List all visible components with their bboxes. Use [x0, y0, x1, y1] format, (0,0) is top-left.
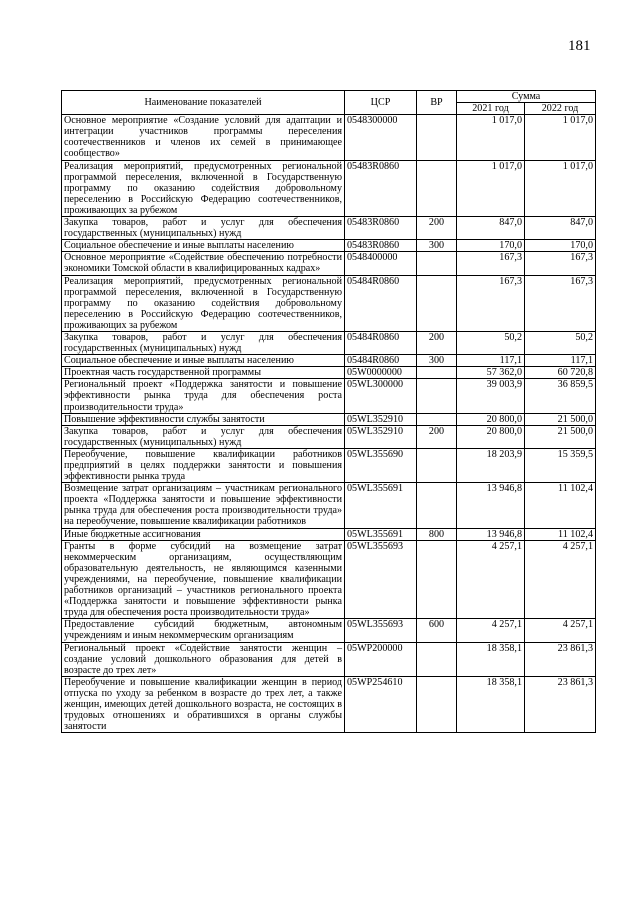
cell-vr: 600: [417, 619, 457, 642]
cell-vr: [417, 115, 457, 160]
cell-y2022: 170,0: [525, 240, 596, 252]
table-row: [62, 413, 596, 425]
cell-y2022: 36 859,5: [525, 379, 596, 413]
cell-csr: 05483R0860: [345, 217, 417, 240]
cell-y2021: 18 358,1: [457, 676, 525, 732]
cell-csr: 05WL355691: [345, 528, 417, 540]
cell-y2022: 4 257,1: [525, 619, 596, 642]
table-row: [62, 252, 596, 275]
cell-name: Переобучение, повышение квалификации работников предприятий в целях поддержки занятости и повышения эффективности рынка труда: [62, 448, 345, 482]
cell-csr: 05483R0860: [345, 160, 417, 216]
table-row: [62, 540, 596, 619]
table-row: [62, 160, 596, 216]
cell-y2022: 11 102,4: [525, 483, 596, 528]
cell-name: Реализация мероприятий, предусмотренных региональной программой переселения, включенной в Государственную программу по оказанию содействия добровольному переселению в Российскую Федерацию соотечественников, проживающих за рубежом: [62, 160, 345, 216]
cell-name: Социальное обеспечение и иные выплаты населению: [62, 240, 345, 252]
table-row: [62, 379, 596, 413]
cell-y2021: 847,0: [457, 217, 525, 240]
cell-csr: 05WL352910: [345, 425, 417, 448]
cell-csr: 05W0000000: [345, 367, 417, 379]
cell-vr: 200: [417, 217, 457, 240]
table-row: [62, 240, 596, 252]
cell-y2022: 4 257,1: [525, 540, 596, 619]
budget-table: [61, 90, 596, 733]
cell-csr: 05484R0860: [345, 355, 417, 367]
cell-name: Закупка товаров, работ и услуг для обеспечения государственных (муниципальных) нужд: [62, 331, 345, 354]
table-row: [62, 642, 596, 676]
cell-name: Закупка товаров, работ и услуг для обеспечения государственных (муниципальных) нужд: [62, 425, 345, 448]
cell-name: Гранты в форме субсидий на возмещение затрат некоммерческим организациям, осуществляющим образовательную деятельность, не являющимся казенными учреждениями, на переобучение, повышение квалификации работников организаций – участников регионального проекта «Поддержка занятости и повышение эффективности рынка труда для обеспечения роста производительности труда»: [62, 540, 345, 619]
cell-y2022: 60 720,8: [525, 367, 596, 379]
cell-csr: 05WL355691: [345, 483, 417, 528]
cell-y2021: 167,3: [457, 275, 525, 331]
cell-name: Иные бюджетные ассигнования: [62, 528, 345, 540]
cell-y2021: 50,2: [457, 331, 525, 354]
cell-y2021: 20 800,0: [457, 425, 525, 448]
cell-vr: 800: [417, 528, 457, 540]
header-vr: ВР: [417, 91, 457, 115]
cell-y2021: 39 003,9: [457, 379, 525, 413]
table-row: [62, 275, 596, 331]
table-row: [62, 483, 596, 528]
cell-y2021: 57 362,0: [457, 367, 525, 379]
cell-name: Основное мероприятие «Содействие обеспечению потребности экономики Томской области в квалифицированных кадрах»: [62, 252, 345, 275]
cell-y2022: 1 017,0: [525, 115, 596, 160]
cell-csr: 05WP254610: [345, 676, 417, 732]
cell-vr: [417, 413, 457, 425]
cell-csr: 0548400000: [345, 252, 417, 275]
cell-y2021: 1 017,0: [457, 115, 525, 160]
cell-y2022: 167,3: [525, 275, 596, 331]
cell-csr: 05WL352910: [345, 413, 417, 425]
cell-y2022: 167,3: [525, 252, 596, 275]
table-row: [62, 619, 596, 642]
cell-csr: 05WP200000: [345, 642, 417, 676]
cell-y2022: 50,2: [525, 331, 596, 354]
cell-vr: 300: [417, 355, 457, 367]
cell-name: Региональный проект «Поддержка занятости и повышение эффективности рынка труда для обеспечения роста производительности труда»: [62, 379, 345, 413]
page-number: 181: [568, 38, 591, 54]
cell-name: Возмещение затрат организациям – участникам регионального проекта «Поддержка занятости и повышение эффективности рынка труда для обеспечения роста производительности труда» на переобучение, повышение квалификации работников: [62, 483, 345, 528]
cell-vr: [417, 367, 457, 379]
table-row: [62, 676, 596, 732]
cell-y2022: 21 500,0: [525, 413, 596, 425]
cell-vr: [417, 483, 457, 528]
cell-vr: [417, 540, 457, 619]
cell-y2021: 4 257,1: [457, 619, 525, 642]
table-row: [62, 367, 596, 379]
cell-name: Повышение эффективности службы занятости: [62, 413, 345, 425]
cell-y2022: 847,0: [525, 217, 596, 240]
cell-vr: [417, 448, 457, 482]
cell-name: Закупка товаров, работ и услуг для обеспечения государственных (муниципальных) нужд: [62, 217, 345, 240]
cell-y2021: 4 257,1: [457, 540, 525, 619]
cell-vr: 200: [417, 425, 457, 448]
cell-vr: [417, 160, 457, 216]
cell-y2021: 20 800,0: [457, 413, 525, 425]
table-row: [62, 448, 596, 482]
cell-y2022: 15 359,5: [525, 448, 596, 482]
header-name: Наименование показателей: [62, 91, 345, 115]
table-row: [62, 217, 596, 240]
cell-vr: [417, 252, 457, 275]
header-year-2022: 2022 год: [525, 103, 596, 115]
cell-y2021: 18 203,9: [457, 448, 525, 482]
cell-csr: 05WL300000: [345, 379, 417, 413]
cell-y2022: 21 500,0: [525, 425, 596, 448]
table-body: [62, 115, 596, 733]
cell-y2021: 18 358,1: [457, 642, 525, 676]
cell-name: Переобучение и повышение квалификации женщин в период отпуска по уходу за ребенком в возрасте до трех лет, а также женщин, имеющих детей дошкольного возраста, не состоящих в трудовых отношениях и обратившихся в органы службы занятости: [62, 676, 345, 732]
cell-y2021: 167,3: [457, 252, 525, 275]
cell-y2022: 1 017,0: [525, 160, 596, 216]
header-csr: ЦСР: [345, 91, 417, 115]
table-header: [62, 91, 596, 115]
table-row: [62, 425, 596, 448]
cell-y2021: 13 946,8: [457, 528, 525, 540]
cell-csr: 0548300000: [345, 115, 417, 160]
cell-csr: 05484R0860: [345, 331, 417, 354]
cell-vr: 200: [417, 331, 457, 354]
table-row: [62, 115, 596, 160]
cell-y2021: 13 946,8: [457, 483, 525, 528]
cell-vr: [417, 676, 457, 732]
cell-name: Социальное обеспечение и иные выплаты населению: [62, 355, 345, 367]
cell-y2021: 1 017,0: [457, 160, 525, 216]
cell-csr: 05WL355690: [345, 448, 417, 482]
cell-csr: 05WL355693: [345, 540, 417, 619]
cell-y2022: 23 861,3: [525, 642, 596, 676]
cell-y2021: 117,1: [457, 355, 525, 367]
table-row: [62, 331, 596, 354]
cell-csr: 05WL355693: [345, 619, 417, 642]
cell-vr: [417, 379, 457, 413]
cell-name: Предоставление субсидий бюджетным, автономным учреждениям и иным некоммерческим организациям: [62, 619, 345, 642]
cell-vr: [417, 275, 457, 331]
cell-y2022: 117,1: [525, 355, 596, 367]
cell-vr: 300: [417, 240, 457, 252]
cell-csr: 05484R0860: [345, 275, 417, 331]
cell-name: Региональный проект «Содействие занятости женщин – создание условий дошкольного образования для детей в возрасте до трех лет»: [62, 642, 345, 676]
cell-vr: [417, 642, 457, 676]
cell-csr: 05483R0860: [345, 240, 417, 252]
cell-y2022: 23 861,3: [525, 676, 596, 732]
cell-name: Основное мероприятие «Создание условий для адаптации и интеграции участников программы переселения соотечественников и членов их семей в принимающее сообщество»: [62, 115, 345, 160]
header-year-2021: 2021 год: [457, 103, 525, 115]
header-sum: Сумма: [457, 91, 596, 103]
cell-y2022: 11 102,4: [525, 528, 596, 540]
cell-name: Проектная часть государственной программы: [62, 367, 345, 379]
cell-name: Реализация мероприятий, предусмотренных региональной программой переселения, включенной в Государственную программу по оказанию содействия добровольному переселению в Российскую Федерацию соотечественников, проживающих за рубежом: [62, 275, 345, 331]
table-row: [62, 355, 596, 367]
table-row: [62, 528, 596, 540]
cell-y2021: 170,0: [457, 240, 525, 252]
